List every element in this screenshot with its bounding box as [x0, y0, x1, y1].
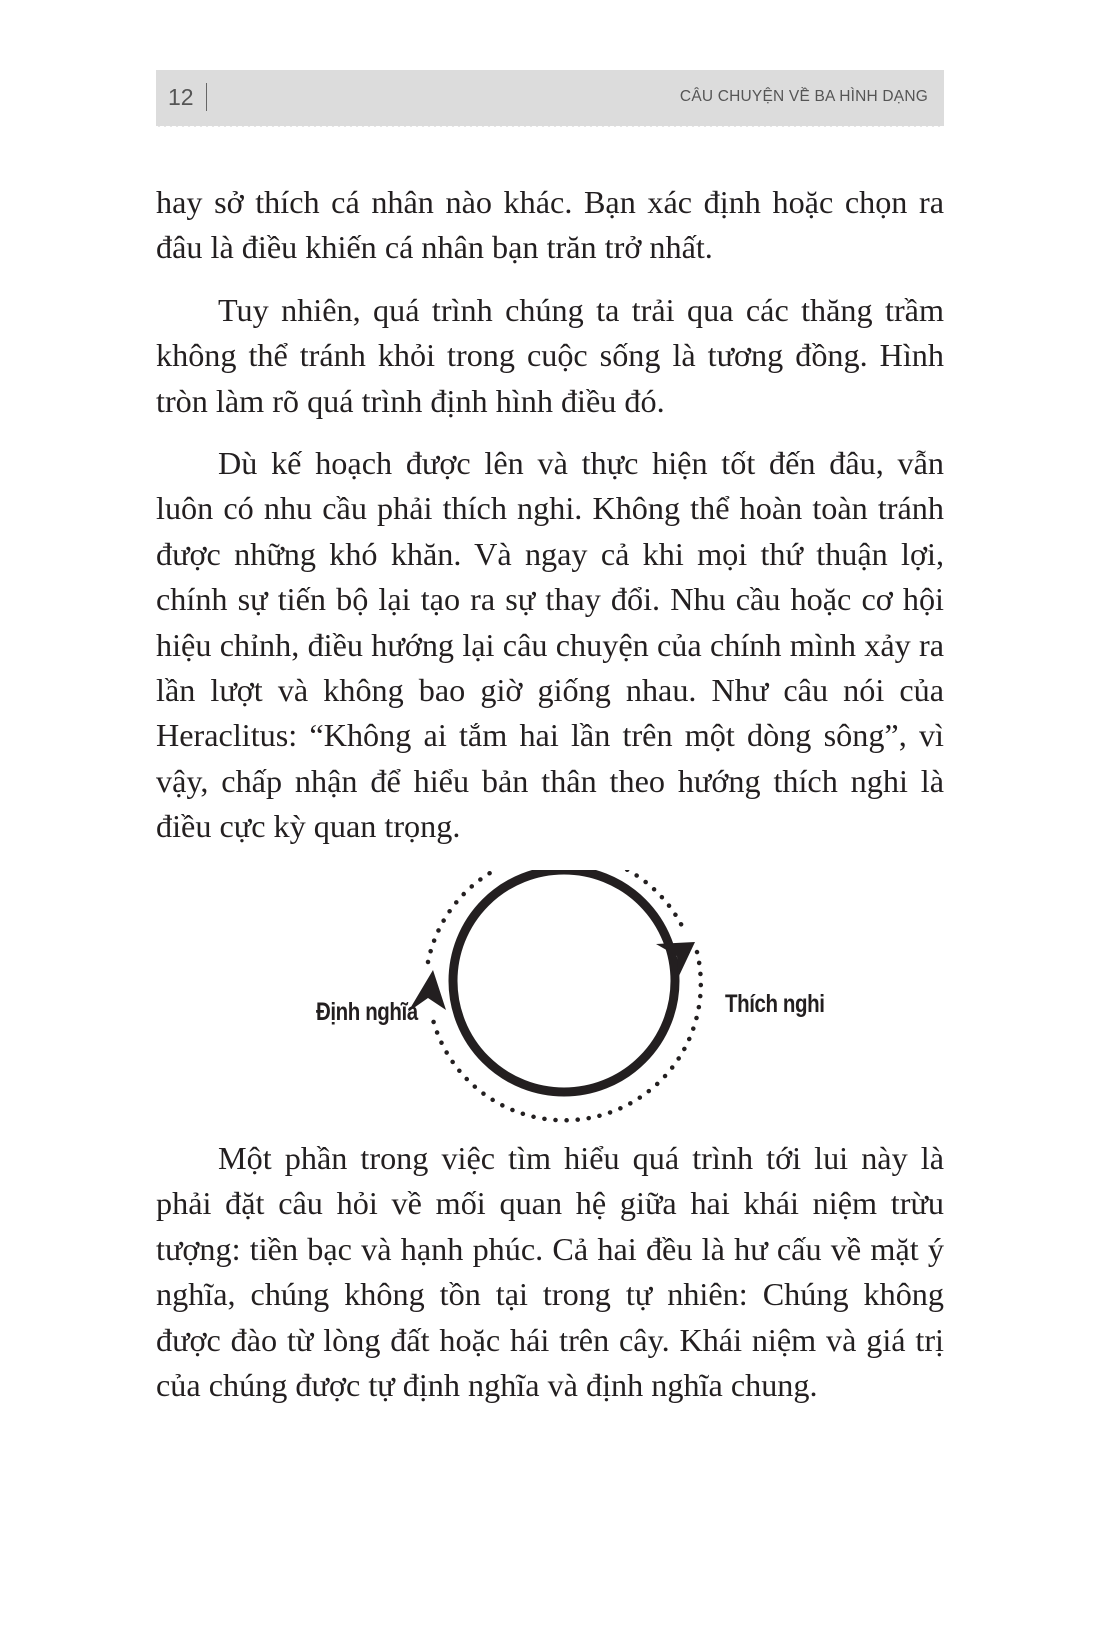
page-number: 12	[168, 84, 194, 110]
header-dotted-edge	[156, 124, 944, 127]
dotted-arc-top	[428, 870, 684, 962]
running-header	[156, 70, 944, 126]
paragraph: Một phần trong việc tìm hiểu quá trình tới lui này là phải đặt câu hỏi về mối quan hệ giữa hai khái niệm trừu tượng: tiền bạc và hạnh phúc. Cả hai đều là hư cấu về mặt ý nghĩa, chúng không tồn tại trong tự nhiên: Chúng không được đào từ lòng đất hoặc hái trên cây. Khái niệm và giá trị của chúng được tự định nghĩa và định nghĩa chung.	[156, 1140, 944, 1404]
label-define: Định nghĩa	[316, 998, 418, 1026]
inner-circle	[453, 870, 675, 1092]
running-title: CÂU CHUYỆN VỀ BA HÌNH DẠNG	[679, 88, 928, 105]
paragraph: Dù kế hoạch được lên và thực hiện tốt đến đâu, vẫn luôn có nhu cầu phải thích nghi. Không thể hoàn toàn tránh được những khó khăn. Và ngay cả khi mọi thứ thuận lợi, chính sự tiến bộ lại tạo ra sự thay đổi. Nhu cầu hoặc cơ hội hiệu chỉnh, điều hướng lại câu chuyện của chính mình xảy ra lần lượt và không bao giờ giống nhau. Như câu nói của Heraclitus: “Không ai tắm hai lần trên một dòng sông”, vì vậy, chấp nhận để hiểu bản thân theo hướng thích nghi là điều cực kỳ quan trọng.	[156, 445, 944, 845]
text-block-top	[156, 180, 944, 850]
text-block-bottom	[156, 1136, 944, 1408]
paragraph: hay sở thích cá nhân nào khác. Bạn xác định hoặc chọn ra đâu là điều khiến cá nhân bạn trăn trở nhất.	[156, 184, 944, 266]
paragraph: Tuy nhiên, quá trình chúng ta trải qua các thăng trầm không thể tránh khỏi trong cuộc sống là tương đồng. Hình tròn làm rõ quá trình định hình điều đó.	[156, 291, 944, 419]
label-adapt: Thích nghi	[725, 990, 825, 1018]
header-separator	[206, 83, 207, 111]
